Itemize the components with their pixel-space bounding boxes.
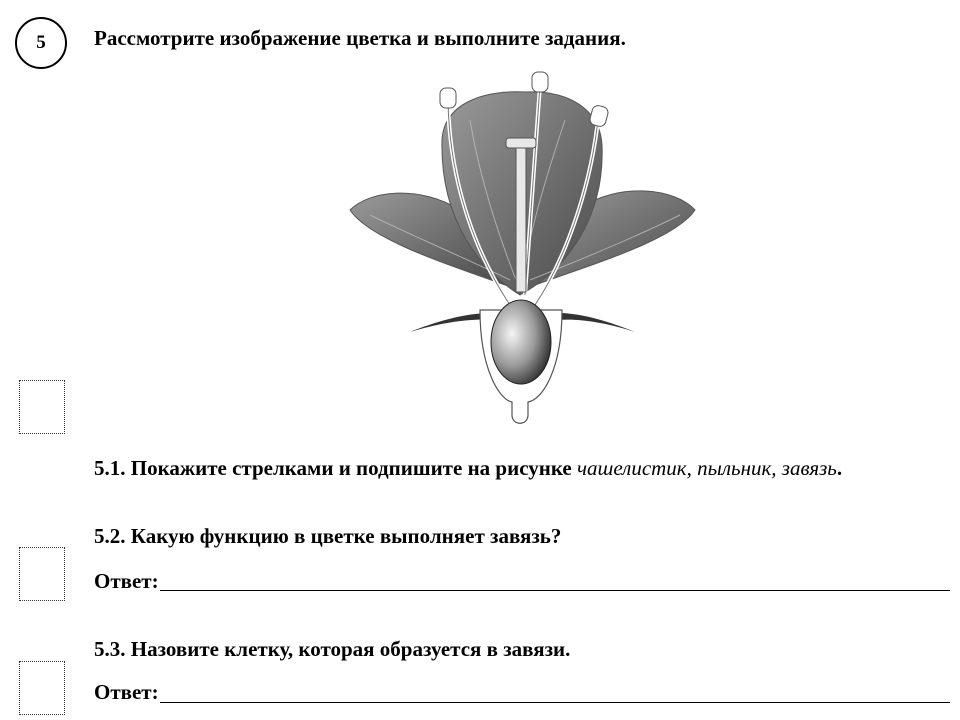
question-5-2: 5.2. Какую функцию в цветке выполняет завязь? <box>94 524 562 548</box>
score-box-5-2[interactable] <box>19 547 65 601</box>
pistil-style <box>516 142 526 292</box>
answer-label-5-3: Ответ: <box>94 680 159 704</box>
stigma <box>506 138 536 148</box>
question-5-1-terms: чашелистик, пыльник, завязь <box>577 456 837 480</box>
task-number: 5 <box>36 32 46 53</box>
flower-illustration <box>330 70 710 430</box>
answer-line-5-2[interactable] <box>160 590 950 591</box>
answer-line-5-3[interactable] <box>160 702 950 703</box>
answer-label-5-2: Ответ: <box>94 569 159 593</box>
anther-right <box>589 104 610 127</box>
question-5-3: 5.3. Назовите клетку, которая образуется в завязи. <box>94 637 571 661</box>
score-box-5-3[interactable] <box>19 661 65 715</box>
ovary <box>491 300 551 384</box>
anther-center <box>532 72 548 92</box>
question-5-1-text: 5.1. Покажите стрелками и подпишите на рисунке <box>94 456 577 480</box>
anther-left <box>440 88 456 108</box>
task-title: Рассмотрите изображение цветка и выполните задания. <box>94 26 626 50</box>
score-box-5-1[interactable] <box>19 380 65 434</box>
question-5-1-suffix: . <box>836 456 843 480</box>
question-5-1 <box>94 456 842 481</box>
task-number-badge <box>15 17 67 69</box>
